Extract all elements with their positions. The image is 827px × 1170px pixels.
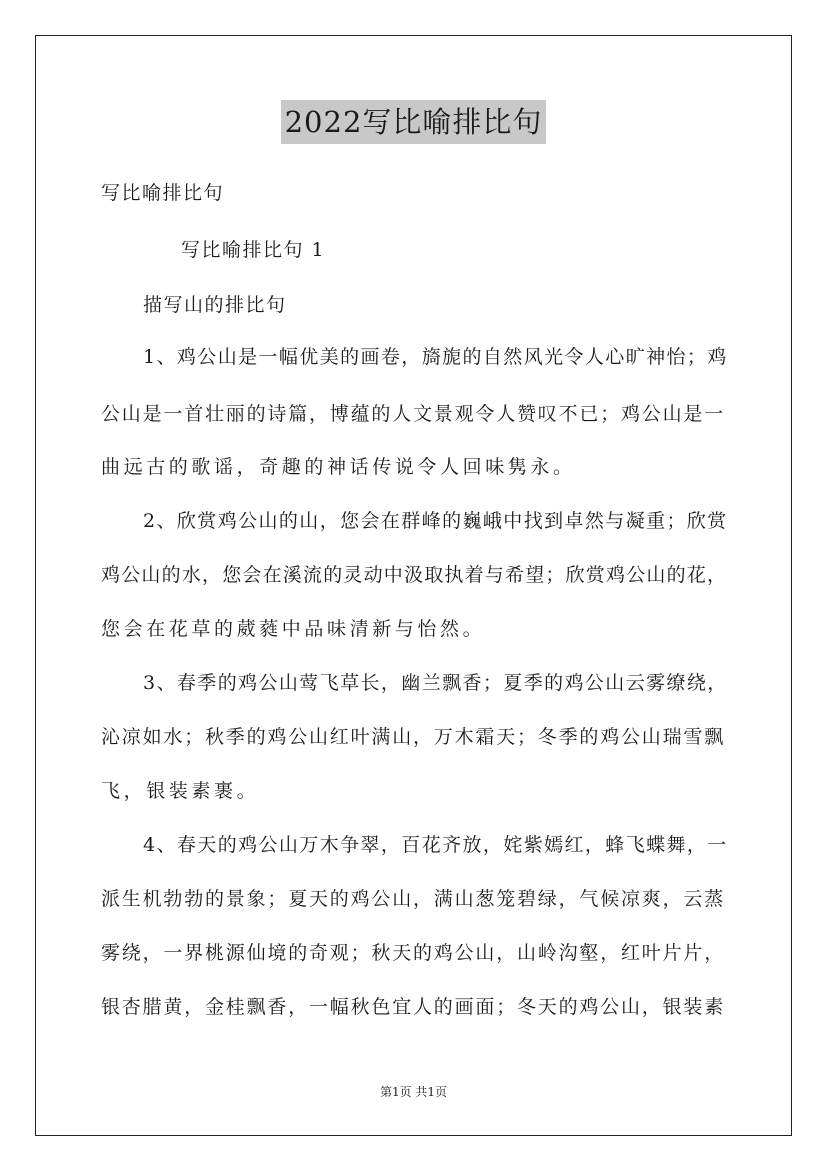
paragraph-line: 曲远古的歌谣，奇趣的神话传说令人回味隽永。 <box>101 456 576 478</box>
subtitle: 写比喻排比句 <box>101 182 225 204</box>
paragraph-line: 沁凉如水；秋季的鸡公山红叶满山，万木霜天；冬季的鸡公山瑞雪飘 <box>101 726 726 748</box>
paragraph-line: 鸡公山的水，您会在溪流的灵动中汲取执着与希望；欣赏鸡公山的花， <box>101 564 728 586</box>
paragraph-line: 3、春季的鸡公山莺飞草长，幽兰飘香；夏季的鸡公山云雾缭绕， <box>143 672 728 694</box>
paragraph-line: 您会在花草的葳蕤中品味清新与怡然。 <box>101 618 486 640</box>
paragraph-line: 银杏腊黄，金桂飘香，一幅秋色宜人的画面；冬天的鸡公山，银装素 <box>101 996 726 1018</box>
topic-heading: 描写山的排比句 <box>143 294 287 316</box>
page-footer: 第1页 共1页 <box>379 1085 448 1099</box>
paragraph-line: 雾绕，一界桃源仙境的奇观；秋天的鸡公山，山岭沟壑，红叶片片， <box>101 942 726 964</box>
paragraph-line: 公山是一首壮丽的诗篇，博蕴的人文景观令人赞叹不已；鸡公山是一 <box>101 403 726 425</box>
section-heading: 写比喻排比句 1 <box>181 239 326 261</box>
paragraph-line: 4、春天的鸡公山万木争翠，百花齐放，姹紫嫣红，蜂飞蝶舞，一 <box>143 834 728 856</box>
title-container <box>0 100 827 144</box>
paragraph-line: 1、鸡公山是一幅优美的画卷，旖旎的自然风光令人心旷神怡；鸡 <box>143 346 728 368</box>
paragraph-line: 飞，银装素裹。 <box>101 780 260 802</box>
paragraph-line: 派生机勃勃的景象；夏天的鸡公山，满山葱笼碧绿，气候凉爽，云蒸 <box>101 888 726 910</box>
document-title: 2022写比喻排比句 <box>281 100 547 144</box>
paragraph-line: 2、欣赏鸡公山的山，您会在群峰的巍峨中找到卓然与凝重；欣赏 <box>143 510 728 532</box>
